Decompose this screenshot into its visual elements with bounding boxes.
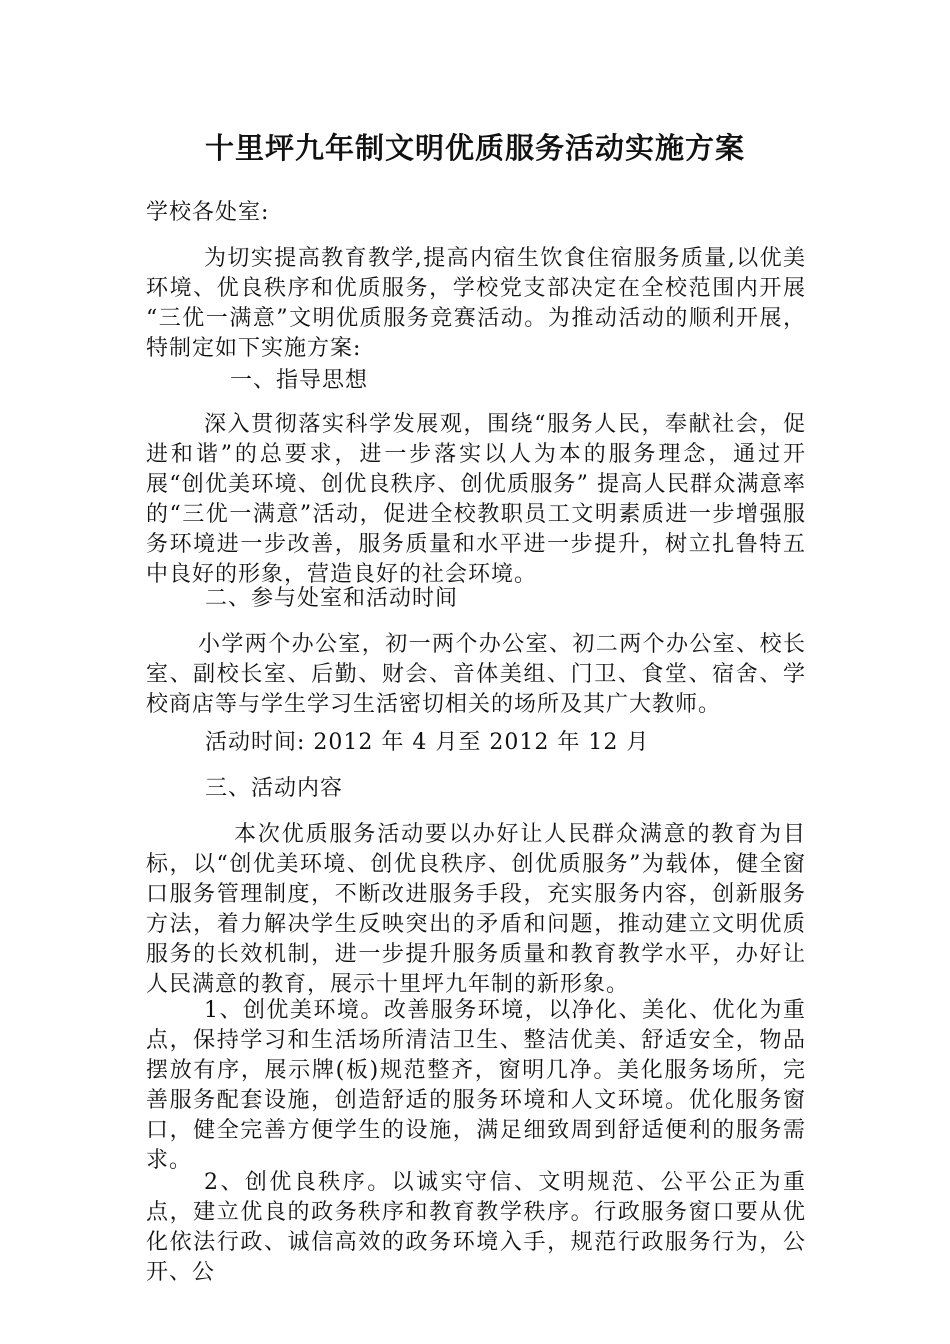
activity-time: 活动时间: 2012 年 4 月至 2012 年 12 月 (205, 730, 650, 755)
section-heading-participants: 二、参与处室和活动时间 (205, 586, 459, 611)
section-participants-body: 小学两个办公室，初一两个办公室、初二两个办公室、校长室、副校长室、后勤、财会、音体美组、门卫、食堂、宿舍、学校商店等与学生学习生活密切相关的场所及其广大教师。 (146, 632, 806, 717)
item-1-environment: 1、创优美环境。改善服务环境，以净化、美化、优化为重点，保持学习和生活场所清洁卫生、整洁优美、舒适安全，物品摆放有序，展示牌(板)规范整齐，窗明几净。美化服务场所，完善服务配套设施，创造舒适的服务环境和人文环境。优化服务窗口，健全完善方便学生的设施，满足细致周到舒适便利的服务需求。 (146, 998, 806, 1173)
section-activity-content-body: 本次优质服务活动要以办好让人民群众满意的教育为目标，以“创优美环境、创优良秩序、创优质服务”为载体，健全窗口服务管理制度，不断改进服务手段，充实服务内容，创新服务方法，着力解决学生反映突出的矛盾和问题，推动建立文明优质服务的长效机制，进一步提升服务质量和教育教学水平，办好让人民满意的教育，展示十里坪九年制的新形象。 (146, 822, 806, 997)
item-2-order: 2、创优良秩序。以诚实守信、文明规范、公平公正为重点，建立优良的政务秩序和教育教学秩序。行政服务窗口要从优化依法行政、诚信高效的政务环境入手，规范行政服务行为，公开、公 (146, 1170, 806, 1285)
document-title: 十里坪九年制文明优质服务活动实施方案 (204, 131, 745, 165)
salutation: 学校各处室: (146, 200, 270, 225)
section-heading-activity-content: 三、活动内容 (205, 776, 344, 801)
intro-paragraph: 为切实提高教育教学,提高内宿生饮食住宿服务质量,以优美环境、优良秩序和优质服务，学校党支部决定在全校范围内开展 “三优一满意”文明优质服务竞赛活动。为推动活动的顺利开展，特制定如下实施方案: (146, 246, 806, 361)
section-guiding-ideology-body: 深入贯彻落实科学发展观，围绕“服务人民，奉献社会，促进和谐”的总要求，进一步落实以人为本的服务理念，通过开展“创优美环境、创优良秩序、创优质服务” 提高人民群众满意率的“三优一满意”活动，促进全校教职员工文明素质进一步增强服务环境进一步改善，服务质量和水平进一步提升，树立扎鲁特五中良好的形象，营造良好的社会环境。 (146, 412, 806, 587)
section-heading-guiding-ideology: 一、指导思想 (230, 368, 369, 393)
